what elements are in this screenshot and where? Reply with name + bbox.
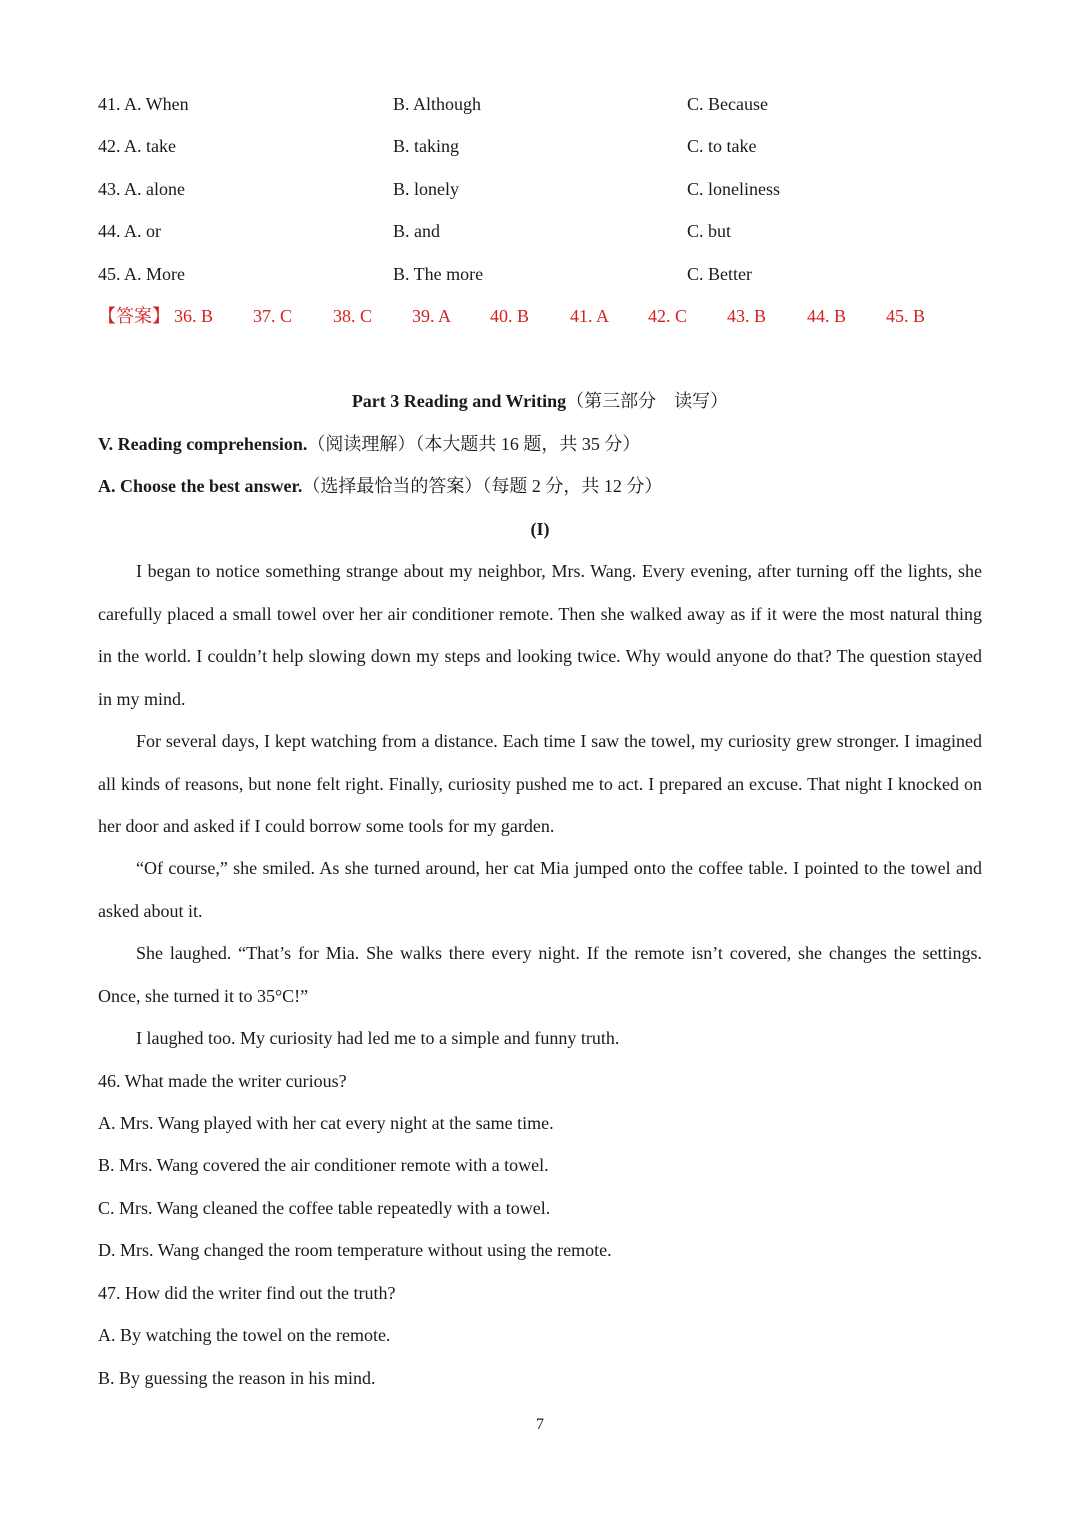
option-c: C. to take — [687, 136, 757, 156]
option-b: B. Although — [393, 94, 482, 114]
option-row-44 — [98, 217, 998, 245]
option-c: C. Because — [687, 94, 768, 114]
option-c: C. loneliness — [687, 179, 780, 199]
option-a: 42. A. take — [98, 136, 176, 156]
passage-paragraph-5: I laughed too. My curiosity had led me to a simple and funny truth. — [136, 1028, 620, 1048]
part-title — [98, 387, 982, 415]
passage-paragraph-3: “Of course,” she smiled. As she turned around, her cat Mia jumped onto the coffee table. I pointed to the towel and asked about it. — [98, 858, 982, 921]
page-number: 7 — [536, 1416, 544, 1433]
q46-choice-a: A. Mrs. Wang played with her cat every night at the same time. — [98, 1113, 554, 1133]
section-v-heading — [98, 430, 982, 458]
option-row-42 — [98, 132, 998, 160]
section-a-heading — [98, 472, 982, 500]
option-b: B. The more — [393, 264, 484, 284]
section-v-en: V. Reading comprehension. — [98, 434, 308, 454]
option-row-41 — [98, 90, 998, 118]
answer-key — [98, 302, 998, 330]
option-b: B. taking — [393, 136, 459, 156]
answer-item: 43. B — [727, 306, 767, 326]
q46-choice-b: B. Mrs. Wang covered the air conditioner remote with a towel. — [98, 1155, 549, 1175]
passage-number: (I) — [530, 519, 550, 539]
option-a: 43. A. alone — [98, 179, 185, 199]
option-b: B. and — [393, 221, 440, 241]
section-a-cn: （选择最恰当的答案）（每题 2 分，共 12 分） — [302, 476, 663, 496]
answer-item: 45. B — [886, 306, 926, 326]
answer-label: 【答案】 — [98, 306, 170, 326]
option-a: 45. A. More — [98, 264, 185, 284]
passage-paragraph-1: I began to notice something strange about my neighbor, Mrs. Wang. Every evening, after turning off the lights, she carefully placed a small towel over her air conditioner remote. Then she walked away as if it were the most natural thing in the world. I couldn’t help slowing down my steps and looking twice. Why would anyone do that? The question stayed in my mind. — [98, 561, 982, 709]
option-a: 41. A. When — [98, 94, 189, 114]
option-row-43 — [98, 175, 998, 203]
option-b: B. lonely — [393, 179, 459, 199]
option-c: C. Better — [687, 264, 752, 284]
section-a-en: A. Choose the best answer. — [98, 476, 303, 496]
answer-item: 38. C — [333, 306, 373, 326]
question-46: 46. What made the writer curious? — [98, 1071, 347, 1091]
part-title-en: Part 3 Reading and Writing — [351, 391, 567, 411]
part-title-cn: （第三部分 读写） — [566, 391, 729, 411]
option-row-45 — [98, 260, 998, 288]
q46-choice-d: D. Mrs. Wang changed the room temperature without using the remote. — [98, 1240, 612, 1260]
answer-item: 42. C — [648, 306, 688, 326]
option-a: 44. A. or — [98, 221, 161, 241]
passage-paragraph-2: For several days, I kept watching from a distance. Each time I saw the towel, my curiosity grew stronger. I imagined all kinds of reasons, but none felt right. Finally, curiosity pushed me to act. I prepared an excuse. That night I knocked on her door and asked if I could borrow some tools for my garden. — [98, 731, 982, 836]
option-c: C. but — [687, 221, 732, 241]
q47-choice-b: B. By guessing the reason in his mind. — [98, 1368, 376, 1388]
answer-item: 36. B — [174, 306, 214, 326]
answer-item: 39. A — [412, 306, 452, 326]
q46-choice-c: C. Mrs. Wang cleaned the coffee table repeatedly with a towel. — [98, 1198, 551, 1218]
answer-item: 41. A — [570, 306, 610, 326]
section-v-cn: （阅读理解）（本大题共 16 题，共 35 分） — [307, 434, 641, 454]
q47-choice-a: A. By watching the towel on the remote. — [98, 1325, 391, 1345]
question-47: 47. How did the writer find out the truth? — [98, 1283, 396, 1303]
answer-item: 40. B — [490, 306, 530, 326]
passage-paragraph-4: She laughed. “That’s for Mia. She walks there every night. If the remote isn’t covered, she changes the settings. Once, she turned it to 35°C!” — [98, 943, 982, 1006]
answer-item: 44. B — [807, 306, 847, 326]
answer-item: 37. C — [253, 306, 293, 326]
